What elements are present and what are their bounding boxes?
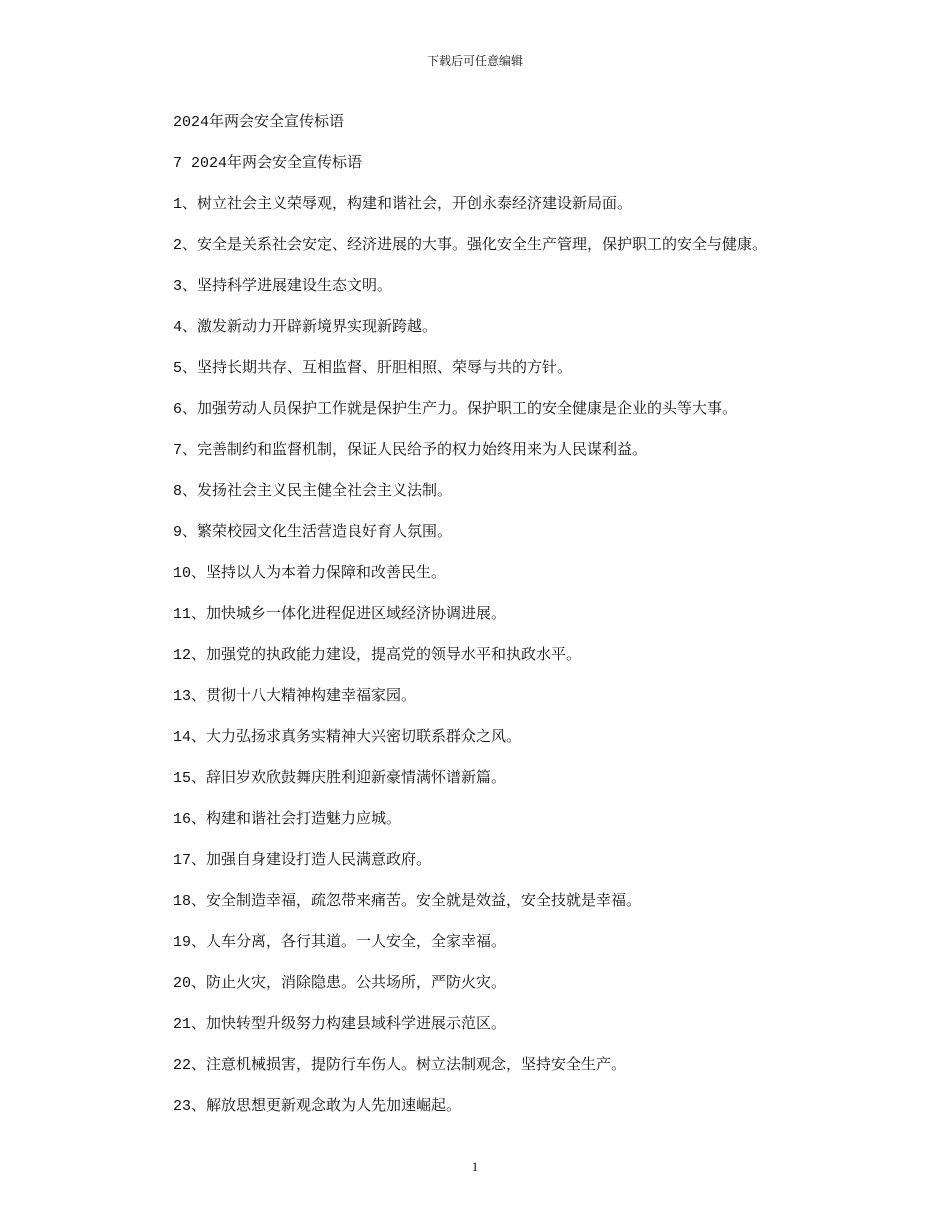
- list-item: 7、完善制约和监督机制，保证人民给予的权力始终用来为人民谋利益。: [173, 442, 648, 459]
- list-item: 13、贯彻十八大精神构建幸福家园。: [173, 688, 417, 705]
- document-title: 2024年两会安全宣传标语: [173, 114, 345, 131]
- slogan-list: [173, 194, 873, 1137]
- list-item: 3、坚持科学进展建设生态文明。: [173, 278, 393, 295]
- list-item: 16、构建和谐社会打造魅力应城。: [173, 811, 402, 828]
- list-item: 2、安全是关系社会安定、经济进展的大事。强化安全生产管理，保护职工的安全与健康。: [173, 237, 768, 254]
- list-item: 4、激发新动力开辟新境界实现新跨越。: [173, 319, 438, 336]
- list-item: 5、坚持长期共存、互相监督、肝胆相照、荣辱与共的方针。: [173, 360, 573, 377]
- list-item: 23、解放思想更新观念敢为人先加速崛起。: [173, 1098, 462, 1115]
- list-item: 10、坚持以人为本着力保障和改善民生。: [173, 565, 447, 582]
- list-item: 15、辞旧岁欢欣鼓舞庆胜利迎新豪情满怀谱新篇。: [173, 770, 507, 787]
- list-item: 8、发扬社会主义民主健全社会主义法制。: [173, 483, 453, 500]
- list-item: 9、繁荣校园文化生活营造良好育人氛围。: [173, 524, 453, 541]
- list-item: 6、加强劳动人员保护工作就是保护生产力。保护职工的安全健康是企业的头等大事。: [173, 401, 738, 418]
- list-item: 12、加强党的执政能力建设，提高党的领导水平和执政水平。: [173, 647, 582, 664]
- list-item: 22、注意机械损害，提防行车伤人。树立法制观念，坚持安全生产。: [173, 1057, 627, 1074]
- list-item: 14、大力弘扬求真务实精神大兴密切联系群众之风。: [173, 729, 522, 746]
- list-item: 19、人车分离，各行其道。一人安全，全家幸福。: [173, 934, 507, 951]
- document-body: [173, 112, 873, 1137]
- list-item: 18、安全制造幸福，疏忽带来痛苦。安全就是效益，安全技就是幸福。: [173, 893, 642, 910]
- page-number: 1: [471, 1159, 479, 1174]
- document-subtitle: 7 2024年两会安全宣传标语: [173, 155, 363, 172]
- list-item: 1、树立社会主义荣辱观，构建和谐社会，开创永泰经济建设新局面。: [173, 196, 633, 213]
- list-item: 20、防止火灾，消除隐患。公共场所，严防火灾。: [173, 975, 507, 992]
- list-item: 17、加强自身建设打造人民满意政府。: [173, 852, 432, 869]
- list-item: 21、加快转型升级努力构建县域科学进展示范区。: [173, 1016, 507, 1033]
- list-item: 11、加快城乡一体化进程促进区域经济协调进展。: [173, 606, 507, 623]
- page-header: 下载后可任意编辑: [426, 54, 523, 68]
